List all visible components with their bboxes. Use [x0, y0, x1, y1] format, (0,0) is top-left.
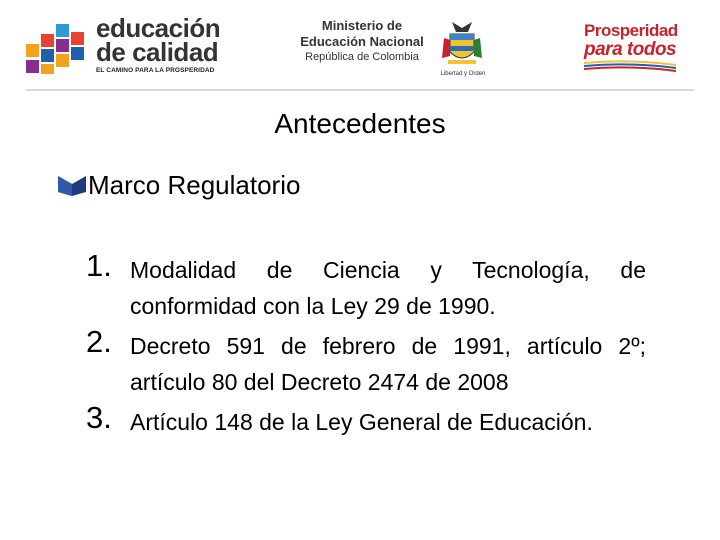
edu-logo-line1: educación [96, 13, 221, 43]
list-item [86, 248, 646, 324]
prosperidad-logo [584, 22, 684, 78]
ministry-line3: República de Colombia [305, 51, 419, 63]
header-divider [26, 89, 694, 91]
list-item-text: Decreto 591 de febrero de 1991, artículo 2º; artículo 80 del Decreto 2474 de 2008 [130, 333, 646, 395]
ministerio-logo [292, 18, 492, 82]
edu-logo-line2: de calidad [96, 37, 219, 67]
ministry-line1: Ministerio de [321, 18, 403, 33]
ministry-line2: Educación Nacional [300, 34, 424, 49]
slide-subtitle: Marco Regulatorio [88, 170, 301, 200]
coat-of-arms-icon [438, 18, 486, 70]
list-item-text: Modalidad de Ciencia y Tecnología, de conformidad con la Ley 29 de 1990. [130, 257, 646, 319]
list-item-number: 1. [86, 248, 112, 283]
edu-logo-tagline: EL CAMINO PARA LA PROSPERIDAD [96, 67, 215, 74]
ministry-motto: Libertad y Orden [440, 71, 486, 77]
colored-cubes-icon [24, 22, 94, 76]
flag-stripes-icon [584, 60, 676, 72]
prosperity-line2: para todos [584, 39, 677, 60]
list-item-text: Artículo 148 de la Ley General de Educación. [130, 409, 593, 435]
prosperity-line1: Prosperidad [584, 21, 678, 40]
list-item-number: 2. [86, 324, 112, 359]
list-item [86, 324, 646, 400]
check-arrow-icon [58, 172, 86, 196]
regulation-list [86, 248, 646, 444]
list-item [86, 400, 646, 440]
educacion-de-calidad-logo [24, 13, 224, 76]
list-item-number: 3. [86, 400, 112, 435]
slide-title: Antecedentes [274, 108, 446, 139]
